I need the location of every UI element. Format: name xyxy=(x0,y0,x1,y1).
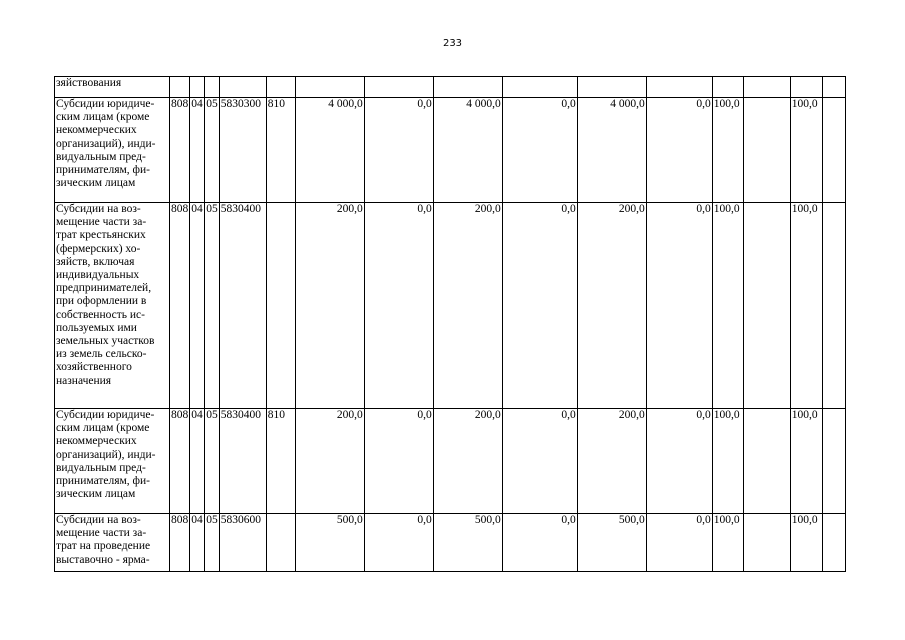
value-cell: 0,0 xyxy=(502,98,577,203)
percent-cell: 100,0 xyxy=(712,203,743,409)
target-article-code: 5830600 xyxy=(219,514,266,572)
value-cell xyxy=(646,77,712,98)
value-cell: 0,0 xyxy=(364,514,433,572)
item-name: Субсидии юридиче- ским лицам (кроме некоммерческих организаций), инди- видуальным пред- принимателям, фи- зическим лицам xyxy=(55,409,170,514)
value-cell: 4 000,0 xyxy=(433,98,502,203)
table-row xyxy=(55,514,846,572)
value-cell xyxy=(295,77,364,98)
value-cell: 4 000,0 xyxy=(577,98,646,203)
section-code xyxy=(190,77,205,98)
expense-type-code: 810 xyxy=(266,409,295,514)
percent-cell xyxy=(712,77,743,98)
subsection-code: 05 xyxy=(205,203,220,409)
subsection-code: 05 xyxy=(205,409,220,514)
percent-cell: 100,0 xyxy=(712,409,743,514)
budget-table xyxy=(54,76,846,572)
target-article-code xyxy=(219,77,266,98)
target-article-code: 5830400 xyxy=(219,203,266,409)
value-cell xyxy=(433,77,502,98)
value-cell: 200,0 xyxy=(433,203,502,409)
item-name: Субсидии на воз- мещение части за- трат на проведение выставочно - ярма- xyxy=(55,514,170,572)
expense-type-code: 810 xyxy=(266,98,295,203)
section-code: 04 xyxy=(190,514,205,572)
value-cell: 0,0 xyxy=(502,514,577,572)
value-cell xyxy=(743,514,790,572)
expense-type-code xyxy=(266,514,295,572)
target-article-code: 5830400 xyxy=(219,409,266,514)
ved-code: 808 xyxy=(170,203,190,409)
value-cell: 0,0 xyxy=(364,409,433,514)
percent-cell: 100,0 xyxy=(790,514,822,572)
value-cell: 0,0 xyxy=(364,203,433,409)
value-cell: 200,0 xyxy=(433,409,502,514)
value-cell xyxy=(502,77,577,98)
value-cell xyxy=(743,409,790,514)
value-cell xyxy=(577,77,646,98)
ved-code xyxy=(170,77,190,98)
ved-code: 808 xyxy=(170,514,190,572)
subsection-code xyxy=(205,77,220,98)
value-cell: 500,0 xyxy=(295,514,364,572)
section-code: 04 xyxy=(190,98,205,203)
value-cell xyxy=(364,77,433,98)
table-row xyxy=(55,77,846,98)
value-cell xyxy=(822,514,845,572)
percent-cell xyxy=(790,77,822,98)
ved-code: 808 xyxy=(170,98,190,203)
page-number: 233 xyxy=(442,38,463,49)
section-code: 04 xyxy=(190,203,205,409)
value-cell: 0,0 xyxy=(646,409,712,514)
percent-cell: 100,0 xyxy=(790,409,822,514)
expense-type-code xyxy=(266,203,295,409)
item-name: зяйствования xyxy=(55,77,170,98)
value-cell: 200,0 xyxy=(295,203,364,409)
value-cell: 0,0 xyxy=(502,409,577,514)
ved-code: 808 xyxy=(170,409,190,514)
percent-cell: 100,0 xyxy=(790,203,822,409)
value-cell xyxy=(743,77,790,98)
subsection-code: 05 xyxy=(205,98,220,203)
value-cell: 0,0 xyxy=(502,203,577,409)
value-cell xyxy=(743,98,790,203)
target-article-code: 5830300 xyxy=(219,98,266,203)
value-cell: 4 000,0 xyxy=(295,98,364,203)
item-name: Субсидии на воз- мещение части за- трат крестьянских (фермерских) хо- зяйств, включая индивидуальных предпринимателей, при оформлении в собственность ис- пользуемых ими земельных участков из земель сельско- хозяйственного назначения xyxy=(55,203,170,409)
value-cell: 200,0 xyxy=(577,203,646,409)
value-cell: 0,0 xyxy=(646,203,712,409)
value-cell xyxy=(822,203,845,409)
table-row xyxy=(55,203,846,409)
value-cell: 0,0 xyxy=(364,98,433,203)
value-cell: 200,0 xyxy=(577,409,646,514)
value-cell: 0,0 xyxy=(646,98,712,203)
percent-cell: 100,0 xyxy=(712,98,743,203)
percent-cell: 100,0 xyxy=(712,514,743,572)
section-code: 04 xyxy=(190,409,205,514)
subsection-code: 05 xyxy=(205,514,220,572)
value-cell xyxy=(743,203,790,409)
table-row xyxy=(55,98,846,203)
value-cell: 500,0 xyxy=(433,514,502,572)
value-cell xyxy=(822,77,845,98)
value-cell: 500,0 xyxy=(577,514,646,572)
expense-type-code xyxy=(266,77,295,98)
item-name: Субсидии юридиче- ским лицам (кроме некоммерческих организаций), инди- видуальным пред- принимателям, фи- зическим лицам xyxy=(55,98,170,203)
value-cell: 0,0 xyxy=(646,514,712,572)
value-cell: 200,0 xyxy=(295,409,364,514)
table-row xyxy=(55,409,846,514)
value-cell xyxy=(822,409,845,514)
percent-cell: 100,0 xyxy=(790,98,822,203)
value-cell xyxy=(822,98,845,203)
